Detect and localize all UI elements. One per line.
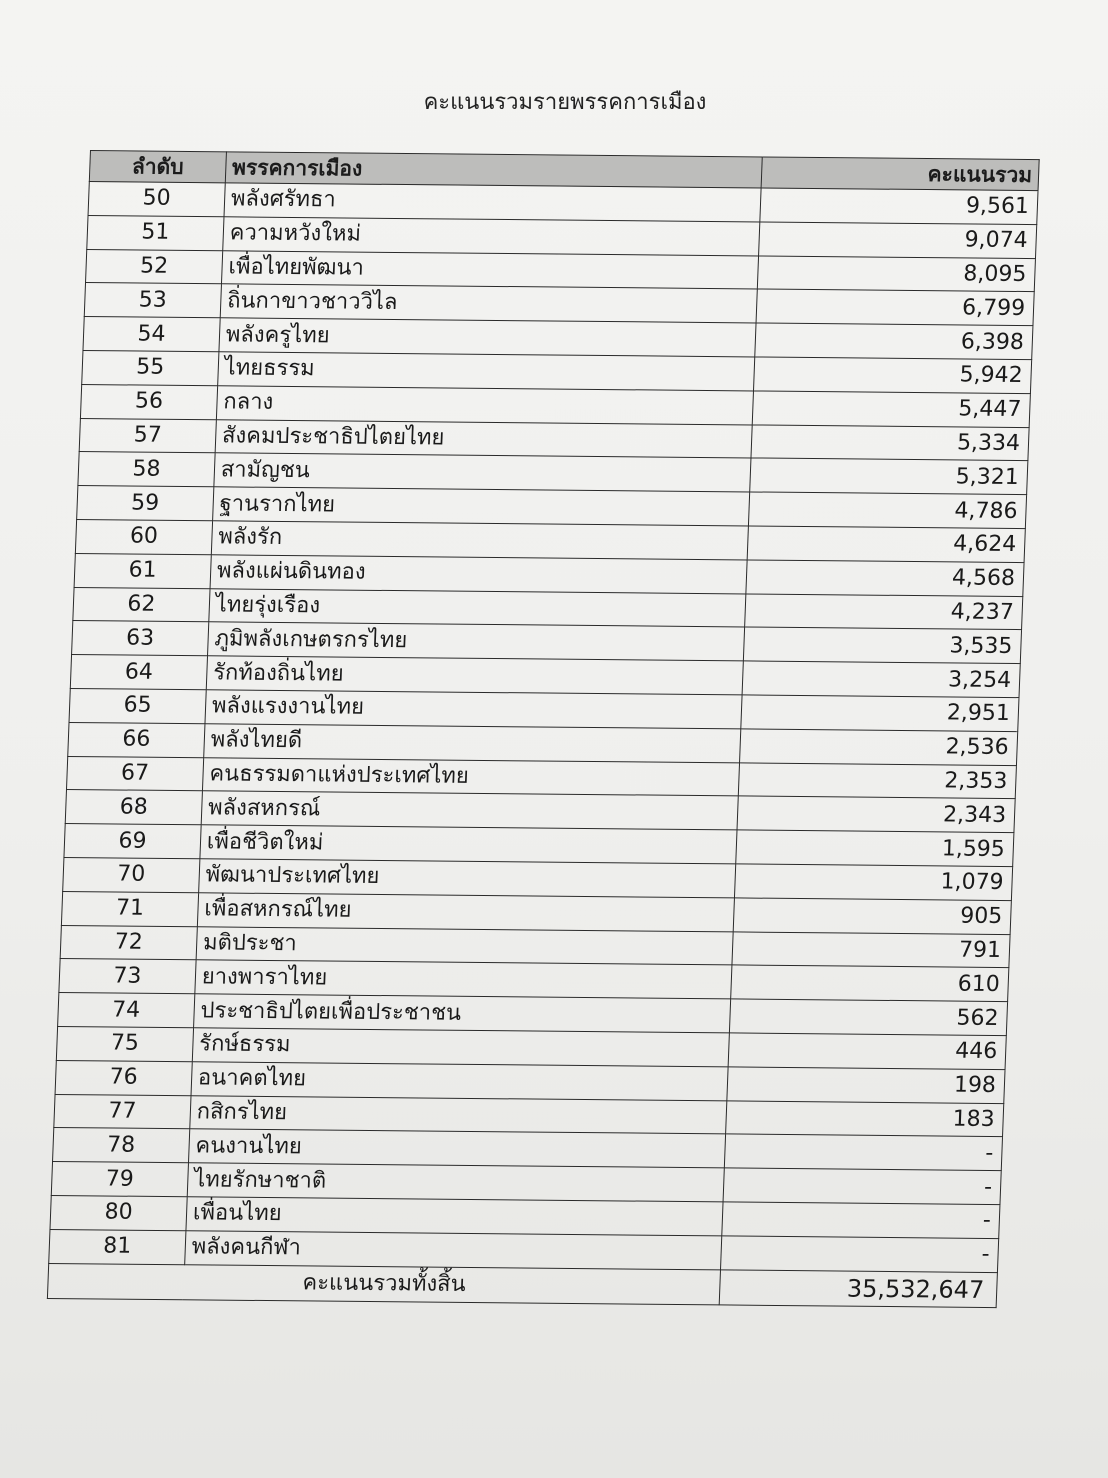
party-cell: พลังคนกีฬา (185, 1230, 722, 1269)
score-cell: 5,321 (750, 458, 1028, 494)
party-cell: คนธรรมดาแห่งประเทศไทย (202, 757, 739, 796)
party-cell: กลาง (216, 386, 753, 425)
party-cell: กสิกรไทย (190, 1095, 727, 1134)
header-score: คะแนนรวม (761, 157, 1039, 191)
party-cell: พลังแผ่นดินทอง (210, 555, 747, 594)
rank-cell: 63 (72, 621, 209, 656)
rank-cell: 61 (74, 553, 211, 588)
rank-cell: 65 (69, 688, 206, 723)
rank-cell: 81 (49, 1229, 186, 1264)
party-cell: พลังไทยดี (204, 724, 741, 763)
party-cell: รักษ์ธรรม (192, 1028, 729, 1067)
score-cell: 9,561 (760, 188, 1038, 224)
score-cell: 4,568 (746, 560, 1024, 596)
rank-cell: 51 (87, 215, 224, 250)
header-party: พรรคการเมือง (225, 152, 762, 188)
party-cell: พลังรัก (211, 521, 748, 560)
score-cell: 562 (730, 999, 1008, 1035)
score-cell: 198 (727, 1067, 1005, 1103)
rank-cell: 58 (78, 452, 215, 487)
party-cell: ประชาธิปไตยเพื่อประชาชน (193, 994, 730, 1033)
rank-cell: 76 (55, 1060, 192, 1095)
party-cell: มติประชา (196, 926, 733, 965)
rank-cell: 74 (58, 993, 195, 1028)
party-cell: ถิ่นกาขาวชาววิไล (220, 284, 757, 323)
party-cell: เพื่อสหกรณ์ไทย (197, 893, 734, 932)
score-cell: 3,254 (742, 661, 1020, 697)
score-cell: 5,942 (754, 357, 1032, 393)
rank-cell: 71 (61, 891, 198, 926)
party-cell: เพื่อชีวิตใหม่ (200, 825, 737, 864)
rank-cell: 56 (80, 384, 217, 419)
header-rank: ลำดับ (89, 151, 226, 183)
party-cell: ไทยรุ่งเรือง (209, 588, 746, 627)
score-cell: 4,624 (747, 526, 1025, 562)
rank-cell: 69 (64, 824, 201, 859)
score-cell: 6,799 (756, 289, 1034, 325)
score-cell: 2,353 (739, 762, 1017, 798)
score-cell: 2,951 (741, 695, 1019, 731)
rank-cell: 59 (77, 486, 214, 521)
score-cell: 2,536 (740, 729, 1018, 765)
rank-cell: 52 (86, 249, 223, 284)
party-cell: ไทยรักษาชาติ (187, 1163, 724, 1202)
party-cell: ไทยธรรม (218, 352, 755, 391)
party-cell: รักท้องถิ่นไทย (206, 656, 743, 695)
score-cell: 8,095 (758, 256, 1036, 292)
score-cell: - (725, 1134, 1003, 1170)
results-table (47, 150, 1040, 1308)
rank-cell: 64 (70, 655, 207, 690)
party-cell: ภูมิพลังเกษตรกรไทย (207, 622, 744, 661)
rank-cell: 68 (65, 790, 202, 825)
rank-cell: 73 (59, 959, 196, 994)
score-cell: 1,595 (736, 830, 1014, 866)
party-cell: พลังศรัทธา (224, 183, 761, 222)
party-cell: ความหวังใหม่ (223, 217, 760, 256)
party-cell: พลังแรงงานไทย (205, 690, 742, 729)
score-cell: 905 (733, 898, 1011, 934)
party-cell: พลังครูไทย (219, 318, 756, 357)
rank-cell: 53 (84, 283, 221, 318)
party-cell: ฐานรากไทย (212, 487, 749, 526)
score-cell: 9,074 (759, 222, 1037, 258)
score-cell: - (722, 1202, 1000, 1238)
rank-cell: 57 (79, 418, 216, 453)
score-cell: 446 (728, 1033, 1006, 1069)
party-cell: อนาคตไทย (191, 1061, 728, 1100)
party-cell: ยางพาราไทย (195, 960, 732, 999)
party-cell: เพื่อนไทย (186, 1197, 723, 1236)
document-title: คะแนนรวมรายพรรคการเมือง (423, 90, 707, 115)
rank-cell: 55 (82, 350, 219, 385)
rank-cell: 79 (51, 1162, 188, 1197)
rank-cell: 70 (63, 857, 200, 892)
party-cell: เพื่อไทยพัฒนา (221, 250, 758, 289)
score-cell: 610 (731, 965, 1009, 1001)
score-cell: 791 (732, 931, 1010, 967)
score-cell: 1,079 (735, 864, 1013, 900)
score-cell: 4,786 (749, 492, 1027, 528)
score-cell: 5,447 (752, 391, 1030, 427)
score-cell: 6,398 (755, 323, 1033, 359)
score-cell: 4,237 (745, 594, 1023, 630)
score-cell: 5,334 (751, 425, 1029, 461)
score-cell: 3,535 (744, 627, 1022, 663)
score-cell: 183 (726, 1100, 1004, 1136)
rank-cell: 50 (88, 182, 225, 217)
score-cell: 2,343 (737, 796, 1015, 832)
party-cell: สังคมประชาธิปไตยไทย (215, 419, 752, 458)
score-cell: - (721, 1236, 999, 1272)
table-body (49, 182, 1038, 1273)
party-cell: คนงานไทย (188, 1129, 725, 1168)
rank-cell: 72 (60, 925, 197, 960)
rank-cell: 62 (73, 587, 210, 622)
party-cell: พลังสหกรณ์ (201, 791, 738, 830)
rank-cell: 54 (83, 317, 220, 352)
rank-cell: 77 (54, 1094, 191, 1129)
total-label: คะแนนรวมทั้งสิ้น (47, 1263, 720, 1304)
rank-cell: 78 (53, 1128, 190, 1163)
rank-cell: 60 (75, 519, 212, 554)
score-cell: - (723, 1168, 1001, 1204)
rank-cell: 75 (56, 1026, 193, 1061)
total-value: 35,532,647 (719, 1269, 997, 1307)
rank-cell: 66 (68, 722, 205, 757)
rank-cell: 67 (66, 756, 203, 791)
rank-cell: 80 (50, 1195, 187, 1230)
party-cell: พัฒนาประเทศไทย (198, 859, 735, 898)
party-cell: สามัญชน (214, 453, 751, 492)
